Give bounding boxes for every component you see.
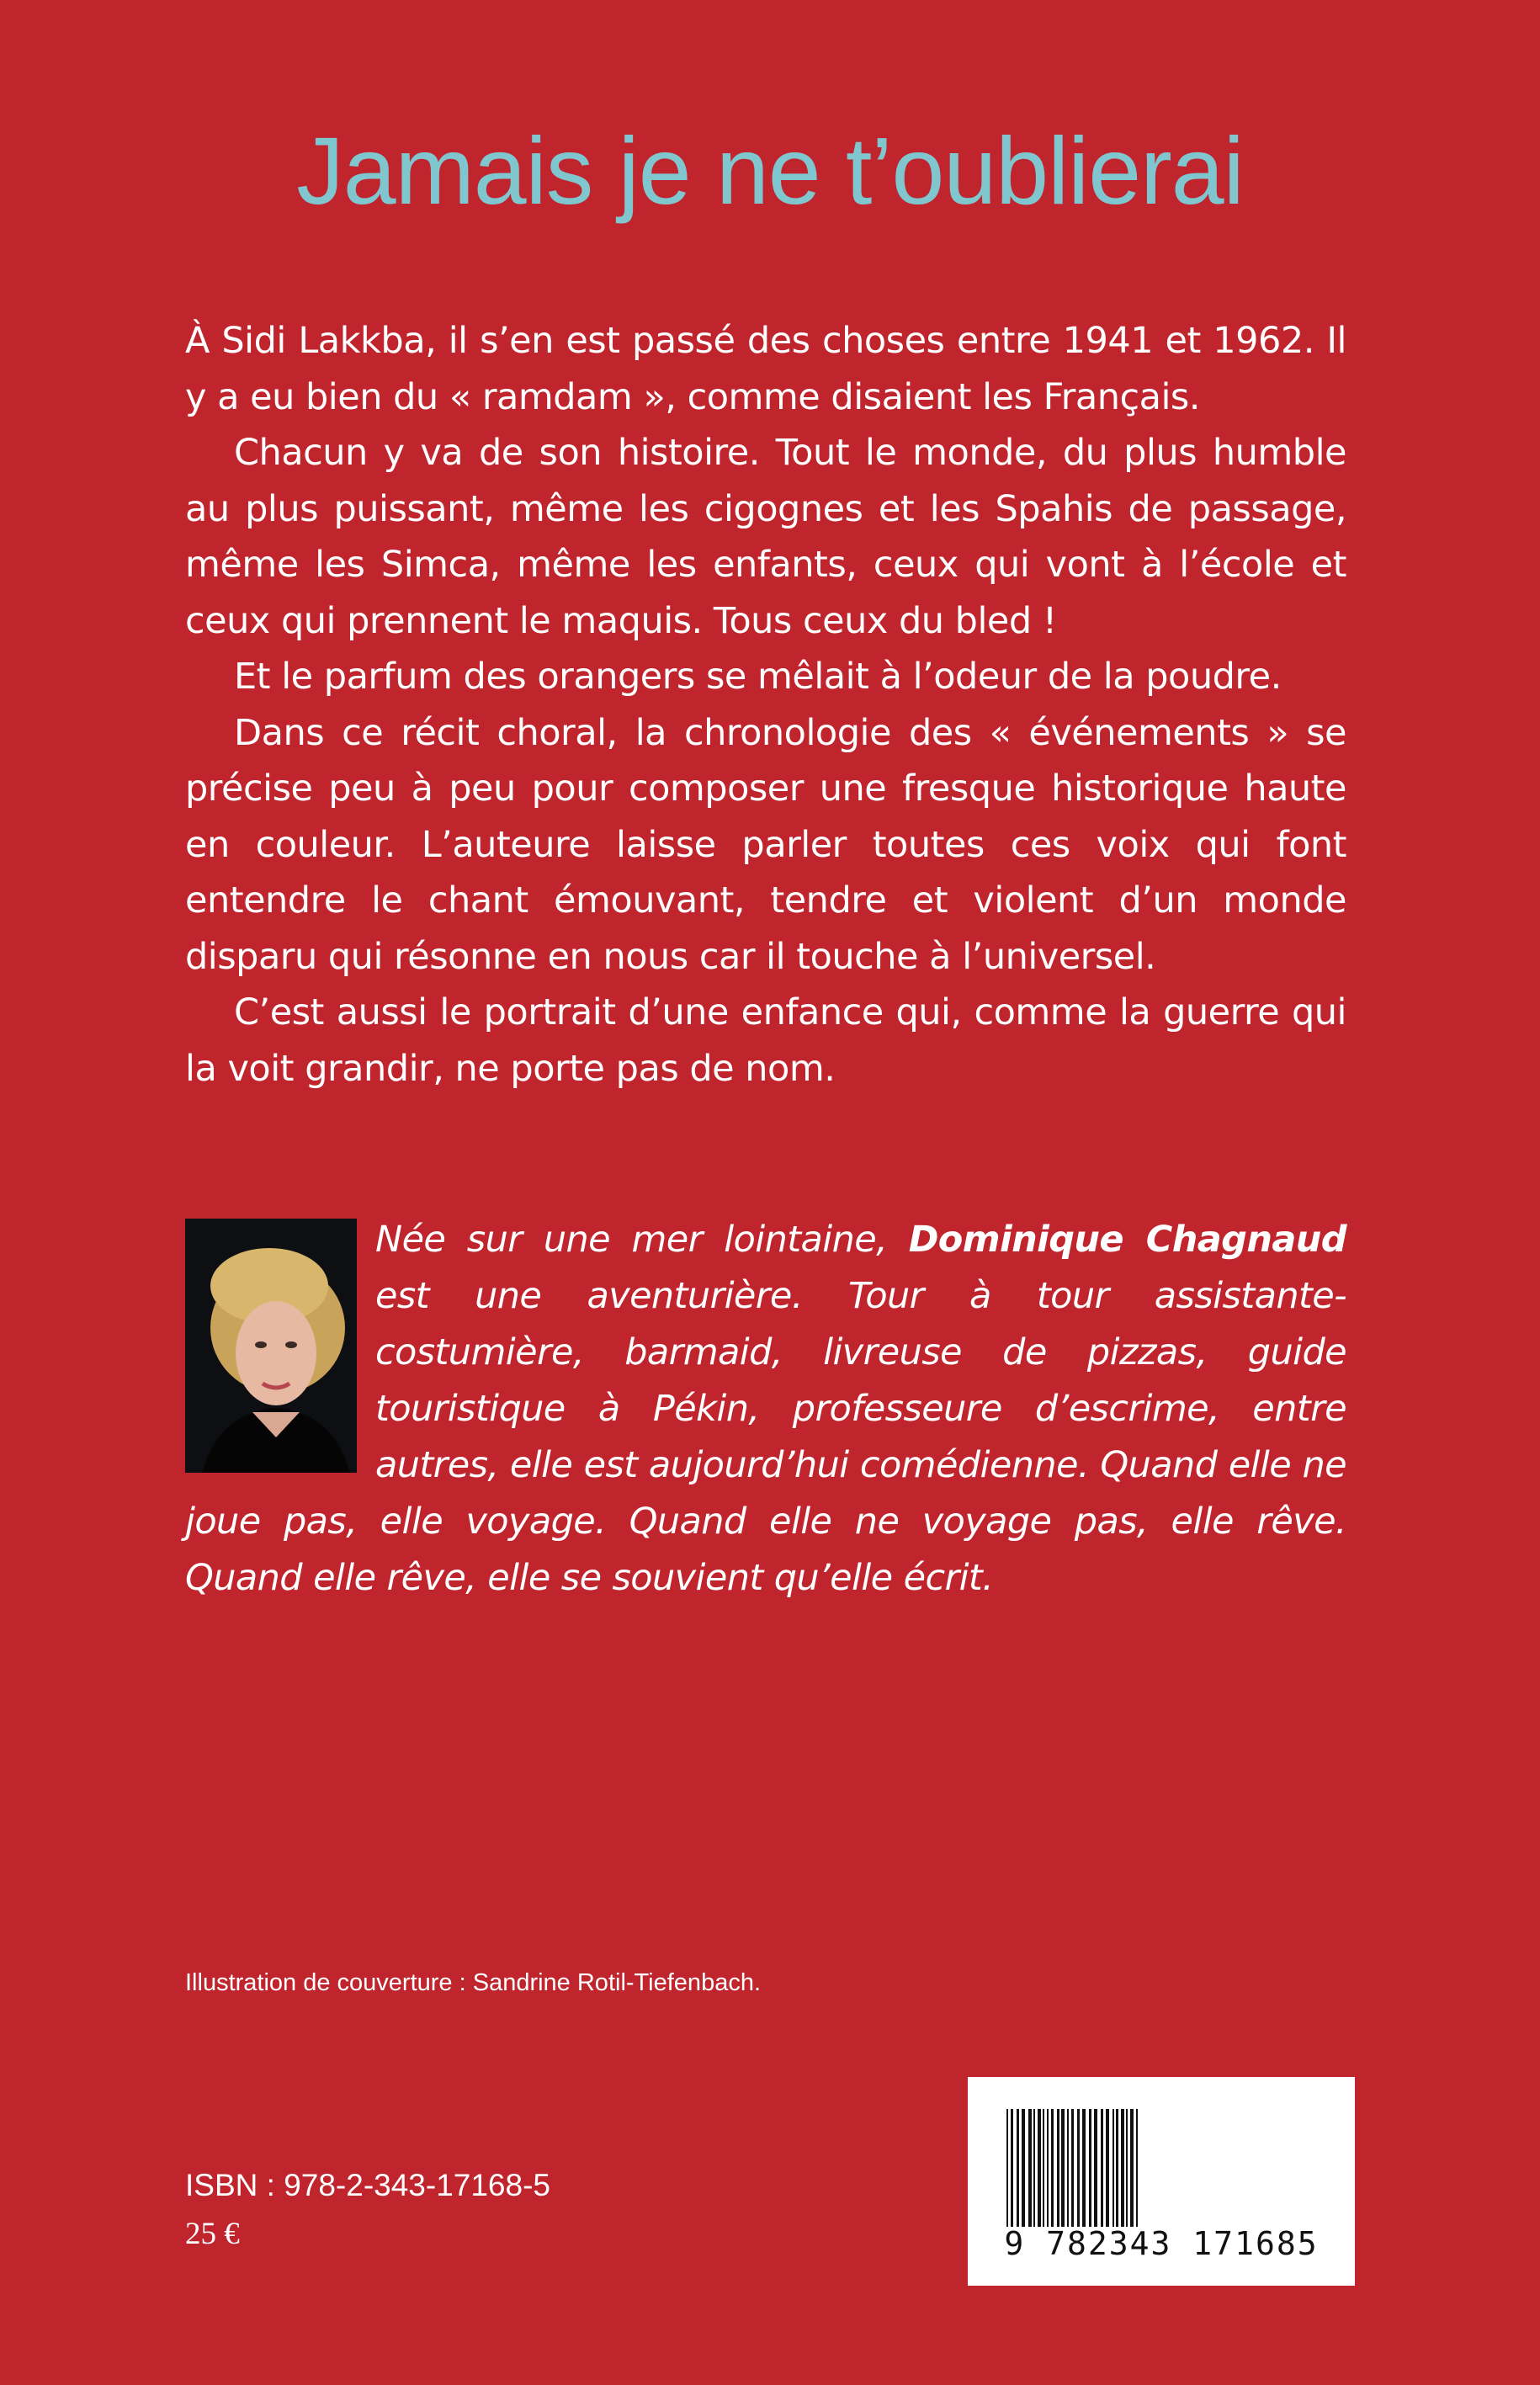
barcode-bar (1116, 2109, 1118, 2227)
barcode-bar (1136, 2109, 1138, 2227)
barcode-bar (1121, 2109, 1124, 2227)
blurb-paragraph-3: Et le parfum des orangers se mêlait à l’odeur de la poudre. (234, 656, 1282, 698)
back-cover-blurb (185, 313, 1346, 1097)
barcode-bar (1126, 2109, 1128, 2227)
blurb-paragraph-1: À Sidi Lakkba, il s’en est passé des choses entre 1941 et 1962. Il y a eu bien du « ramdam », comme disaient les Français. (185, 320, 1346, 418)
barcode-bar (1017, 2109, 1019, 2227)
barcode-bar (1051, 2109, 1054, 2227)
barcode-bar (1061, 2109, 1065, 2227)
barcode-bar (1106, 2109, 1109, 2227)
author-biography (185, 1212, 1346, 1607)
cover-illustration-credit: Illustration de couverture : Sandrine Rotil-Tiefenbach. (185, 1969, 762, 1996)
barcode-bar (1022, 2109, 1025, 2227)
barcode-bar (1028, 2109, 1032, 2227)
barcode-digits: 9 782343 171685 (1004, 2225, 1319, 2262)
barcode-bar (1011, 2109, 1013, 2227)
barcode-bar (1082, 2109, 1086, 2227)
barcode-bar (1089, 2109, 1091, 2227)
barcode-bar (1033, 2109, 1035, 2227)
barcode-bar (1043, 2109, 1044, 2227)
bio-intro: Née sur une mer lointaine, (375, 1219, 909, 1261)
blurb-paragraph-5: C’est aussi le portrait d’une enfance qui, comme la guerre qui la voit grandir, ne porte pas de nom. (185, 991, 1346, 1090)
barcode-bar (1071, 2109, 1074, 2227)
isbn-number: ISBN : 978-2-343-17168-5 (185, 2168, 550, 2202)
barcode-bar (1047, 2109, 1049, 2227)
barcode-bar (1057, 2109, 1059, 2227)
barcode-bar (1113, 2109, 1114, 2227)
price: 25 € (185, 2217, 240, 2251)
blurb-paragraph-4: Dans ce récit choral, la chronologie des « événements » se précise peu à peu pour composer une fresque historique haute en couleur. L’auteure laisse parler toutes ces voix qui font entendre le chant émouvant, tendre et violent d’un monde disparu qui résonne en nous car il touche à l’universel. (185, 711, 1346, 978)
bio-text: est une aventurière. Tour à tour assistante-costumière, barmaid, livreuse de pizzas, guide touristique à Pékin, professeure d’escrime, entre autres, elle est aujourd’hui comédienne. Quand elle ne joue pas, elle voyage. Quand elle ne voyage pas, elle rêve. Quand elle rêve, elle se souvient qu’elle écrit. (185, 1275, 1346, 1599)
barcode-bar (1006, 2109, 1008, 2227)
barcode-bars-icon (1001, 2109, 1321, 2227)
author-name: Dominique Chagnaud (908, 1219, 1346, 1261)
barcode (968, 2077, 1355, 2286)
barcode-bar (1038, 2109, 1041, 2227)
barcode-bar (1130, 2109, 1134, 2227)
barcode-bar (1101, 2109, 1103, 2227)
barcode-bar (1094, 2109, 1097, 2227)
barcode-bar (1077, 2109, 1080, 2227)
book-title: Jamais je ne t’oublierai (296, 118, 1244, 224)
blurb-paragraph-2: Chacun y va de son histoire. Tout le monde, du plus humble au plus puissant, même les cigognes et les Spahis de passage, même les Simca, même les enfants, ceux qui vont à l’école et ceux qui prennent le maquis. Tous ceux du bled ! (185, 432, 1346, 642)
photo-spacer (185, 1212, 375, 1481)
barcode-bar (1067, 2109, 1069, 2227)
